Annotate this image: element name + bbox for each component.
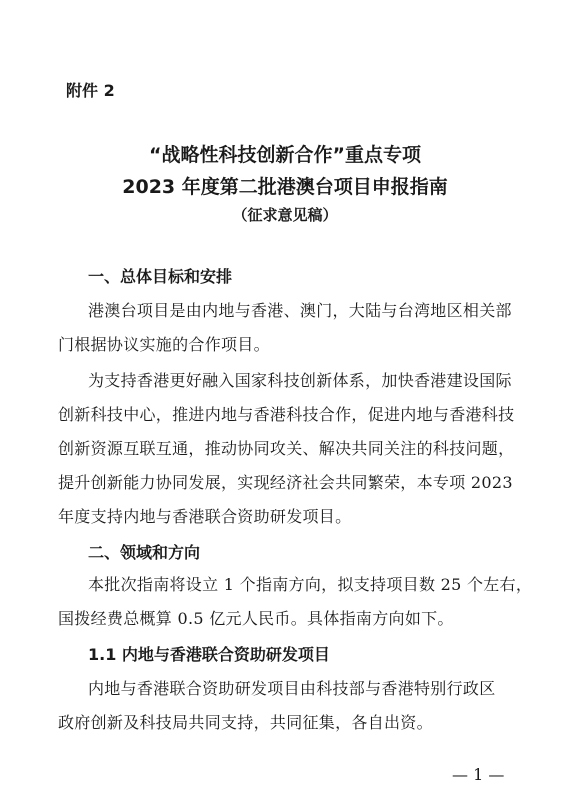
section-heading-2: 二、领域和方向 — [88, 543, 201, 562]
paragraph-line: 创新资源互联互通，推动协同攻关、解决共同关注的科技问题， — [58, 439, 515, 458]
paragraph-line: 本批次指南将设立 1 个指南方向，拟支持项目数 25 个左右， — [88, 575, 533, 594]
document-subtitle: （征求意见稿） — [232, 206, 338, 224]
paragraph-line: 年度支持内地与香港联合资助研发项目。 — [58, 507, 352, 526]
sub-heading-1-1: 1.1 内地与香港联合资助研发项目 — [88, 645, 330, 664]
section-heading-1: 一、总体目标和安排 — [88, 267, 233, 286]
paragraph-line: 创新科技中心，推进内地与香港科技合作，促进内地与香港科技 — [58, 405, 515, 424]
paragraph-line: 内地与香港联合资助研发项目由科技部与香港特别行政区 — [88, 679, 496, 698]
paragraph-line: 政府创新及科技局共同支持，共同征集，各自出资。 — [58, 713, 433, 732]
paragraph-line: 提升创新能力协同发展，实现经济社会共同繁荣，本专项 2023 — [58, 473, 513, 492]
paragraph-line: 为支持香港更好融入国家科技创新体系，加快香港建设国际 — [88, 371, 512, 390]
attachment-label: 附件 2 — [66, 81, 115, 100]
paragraph-line: 港澳台项目是由内地与香港、澳门，大陆与台湾地区相关部 — [88, 301, 512, 320]
paragraph-line: 国拨经费总概算 0.5 亿元人民币。具体指南方向如下。 — [58, 609, 454, 628]
document-title-line-1: “战略性科技创新合作”重点专项 — [149, 144, 421, 166]
paragraph-line: 门根据协议实施的合作项目。 — [58, 335, 270, 354]
page-number: — 1 — — [452, 765, 505, 784]
document-title-line-2: 2023 年度第二批港澳台项目申报指南 — [122, 176, 448, 198]
